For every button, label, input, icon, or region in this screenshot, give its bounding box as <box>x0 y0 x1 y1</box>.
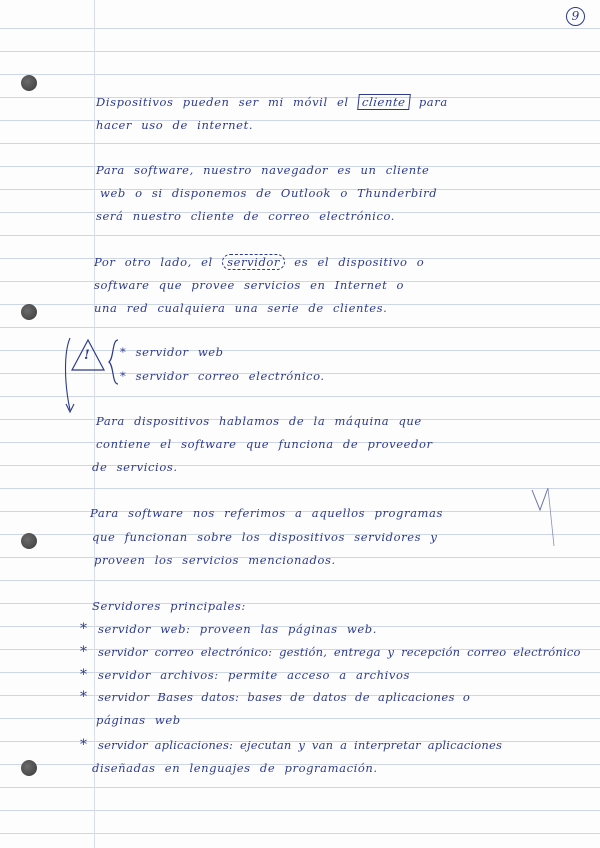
paragraph-3-line-1 <box>94 254 424 270</box>
binder-hole <box>21 75 37 91</box>
boxed-word-servidor: servidor <box>222 254 285 270</box>
paragraph-1-line-1 <box>96 94 448 110</box>
binder-hole <box>21 304 37 320</box>
paragraph-3-line-3: una red cualquiera una serie de clientes. <box>94 301 388 315</box>
server-item-databases-cont: páginas web <box>96 713 181 727</box>
paragraph-4-line-1: Para dispositivos hablamos de la máquina que <box>96 414 422 428</box>
bullet-star: * <box>80 689 87 705</box>
page-number: 9 <box>566 7 585 26</box>
margin-line <box>94 0 95 848</box>
bullet-star: * <box>80 737 87 753</box>
curly-brace <box>106 338 120 386</box>
note-item-mail-server: * servidor correo electrónico. <box>120 369 325 383</box>
paragraph-3-text-a: Por otro lado, el <box>94 255 213 269</box>
boxed-word-cliente: cliente <box>357 94 410 110</box>
servers-heading: Servidores principales: <box>92 599 246 613</box>
paragraph-1-text-a: Dispositivos pueden ser mi móvil el <box>96 95 349 109</box>
paragraph-4-line-2: contiene el software que funciona de proveedor <box>96 437 433 451</box>
paragraph-2-line-3: será nuestro cliente de correo electrónico. <box>96 209 396 223</box>
server-item-applications: servidor aplicaciones: ejecutan y van a interpretar aplicaciones <box>98 738 503 752</box>
paragraph-1-line-2: hacer uso de internet. <box>96 118 254 132</box>
server-item-web: servidor web: proveen las páginas web. <box>98 622 377 636</box>
bullet-star: * <box>80 621 87 637</box>
paragraph-2-line-1: Para software, nuestro navegador es un cliente <box>96 163 430 177</box>
server-item-files: servidor archivos: permite acceso a archivos <box>98 668 411 682</box>
server-item-mail: servidor correo electrónico: gestión, entrega y recepción correo electrónico <box>98 645 581 659</box>
paragraph-3-line-2: software que provee servicios en Internet o <box>94 278 405 292</box>
bullet-star: * <box>80 644 87 660</box>
paragraph-4-line-3: de servicios. <box>92 460 178 474</box>
paragraph-3-text-b: es el dispositivo o <box>294 255 425 269</box>
bullet-star: * <box>80 667 87 683</box>
pen-check-mark <box>528 484 564 550</box>
binder-hole <box>21 760 37 776</box>
paragraph-1-text-b: para <box>418 95 448 109</box>
paragraph-5-line-1: Para software nos referimos a aquellos programas <box>90 506 443 520</box>
paragraph-2-line-2: web o si disponemos de Outlook o Thunderbird <box>100 186 438 200</box>
server-item-applications-cont: diseñadas en lenguajes de programación. <box>92 761 378 775</box>
paragraph-5-line-2: que funcionan sobre los dispositivos servidores y <box>92 530 438 544</box>
paragraph-5-line-3: proveen los servicios mencionados. <box>94 553 336 567</box>
note-item-web-server: * servidor web <box>120 345 224 359</box>
server-item-databases: servidor Bases datos: bases de datos de aplicaciones o <box>98 690 471 704</box>
warning-mark: ! <box>84 348 91 363</box>
binder-hole <box>21 533 37 549</box>
